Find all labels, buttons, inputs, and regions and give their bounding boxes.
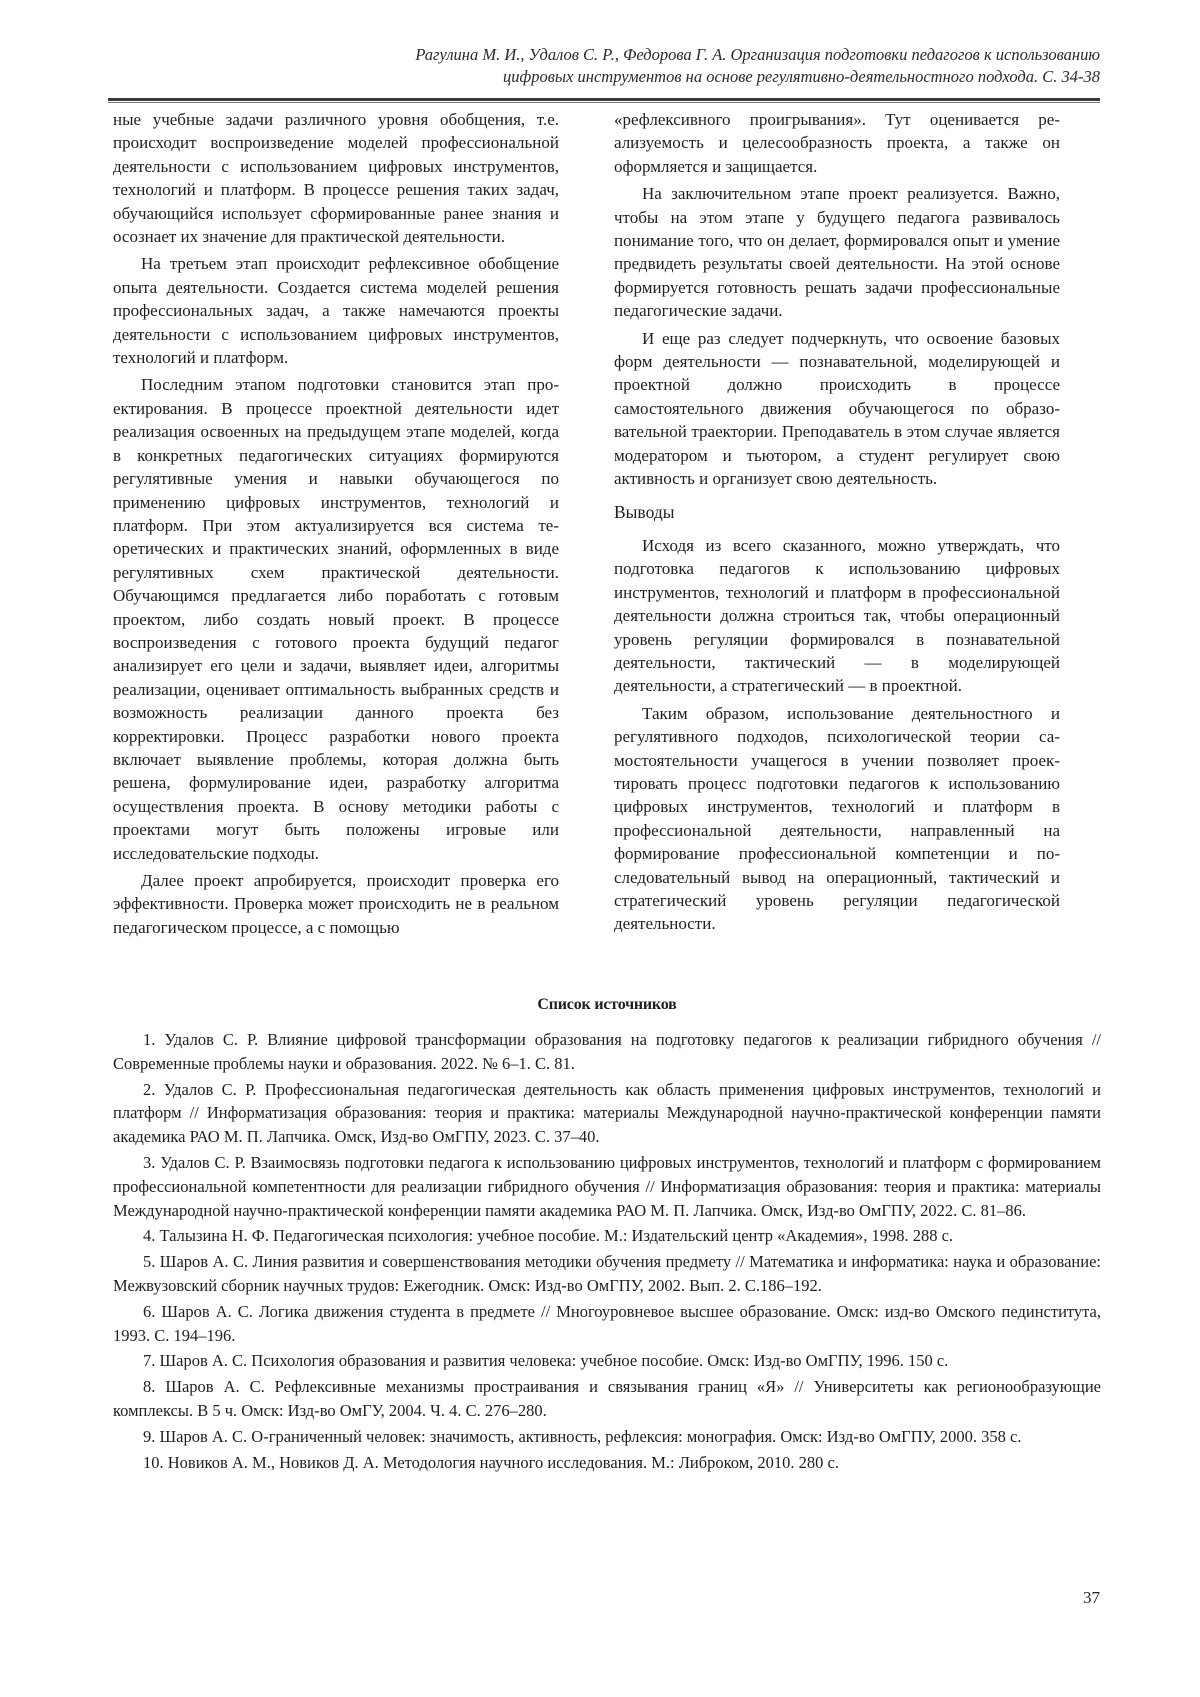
reference-list [113,1028,1101,1474]
reference-item: 4. Талызина Н. Ф. Педагогическая психология: учебное пособие. М.: Издательский центр «Академия», 1998. 288 с. [143,1226,954,1246]
paragraph: На третьем этап происходит рефлексивное обобщение опыта деятельности. Создается система моделей решения профессиональных задач, а также намечаются проекты деятельности с использованием цифровых инструментов, технологий и платформ. [113,254,559,368]
reference-item: 10. Новиков А. М., Новиков Д. А. Методология научного исследования. М.: Либроком, 2010. 280 с. [143,1452,839,1472]
left-column [113,108,559,943]
running-header [300,44,1100,88]
running-header-line-1: Рагулина М. И., Удалов С. Р., Федорова Г. А. Организация подготовки педагогов к использованию [415,45,1100,64]
paragraph: Последним этапом подготовки становится этап проектирования. В процессе проектной деятельности идет реализация освоенных на предыдущем этапе моделей, когда в конкретных педагогических ситуациях формируются регулятивные умения и навыки обучающегося по применению цифровых инструментов, технологий и платформ. При этом актуализируется вся система теоретических и практических знаний, оформленных в виде регулятивных схем практической деятельности. Обучающимся предлагается либо поработать с готовым проектом, либо создать новый проект. В процессе воспроизведения с готового проекта будущий педагог анализирует его цели и задачи, выявляет идеи, алгоритмы реализации, оценивает оптимальность выбранных средств и возможность реализации данного проекта без корректировки. Процесс разработки нового проекта включает выявление проблемы, которая должна быть решена, формулирование идеи, разработку алгоритма осуществления проекта. В основу методики работы с проектами могут быть положены игровые или исследовательские подходы. [113,375,559,863]
header-rule [108,98,1100,101]
reference-item: 2. Удалов С. Р. Профессиональная педагогическая деятельность как область применения цифровых инструментов, технологий и платформ // Информатизация образования: теория и практика: материалы Международной научно-практической конференции памяти академика РАО М. П. Лапчика. Омск, Изд-во ОмГПУ, 2023. С. 37–40. [113,1079,1101,1147]
paragraph: И еще раз следует подчеркнуть, что освоение базовых форм деятельности — познавательной, моделирующей и проектной должно происходить в процессе самостоятельного движения обучающегося по образовательной траектории. Преподаватель в этом случае является модератором и тьютором, а студент регулирует свою активность и организует свою деятельность. [614,328,1060,489]
reference-item: 5. Шаров А. С. Линия развития и совершенствования методики обучения предмету // Математика и информатика: наука и образование: Межвузовский сборник научных трудов: Ежегодник. Омск: Изд-во ОмГПУ, 2002. Вып. 2. С.186–192. [113,1252,1101,1295]
paragraph: Исходя из всего сказанного, можно утверждать, что подготовка педагогов к использованию цифровых инструментов, технологий и платформ в профессиональной деятельности должна строиться так, чтобы операционный уровень регуляции формировался в познавательной деятельности, тактический — в моделирующей деятельности, а стратегический — в проектной. [614,535,1060,696]
right-column [614,108,1060,940]
page-number: 37 [1083,1588,1100,1607]
reference-item: 6. Шаров А. С. Логика движения студента в предмете // Многоуровневое высшее образование. Омск: изд-во Омского пединститута, 1993. С. 194–196. [113,1301,1101,1345]
references-section [113,996,1101,1476]
paragraph: Таким образом, использование деятельностного и регулятивного подходов, психологической теории самостоятельности учащегося в учении позволяет проектировать процесс подготовки педагогов к использованию цифровых инструментов, технологий и платформ в профессиональной деятельности, направленный на формирование профессиональной компетенции и последовательный вывод на операционный, тактический и стратегический уровень регуляции педагогической деятельности. [614,703,1060,934]
paragraph: «рефлексивного проигрывания». Тут оценивается реализуемость и целесообразность проекта, а также он оформляется и защищается. [614,110,1060,176]
paragraph: ные учебные задачи различного уровня обобщения, т.е. происходит воспроизведение моделей профессиональной деятельности с использованием цифровых инструментов, технологий и платформ. В процессе решения таких задач, обучающийся использует сформированные ранее знания и осознает их значение для практической деятельности. [113,110,559,247]
references-title: Список источников [537,996,677,1013]
reference-item: 8. Шаров А. С. Рефлексивные механизмы простраивания и связывания границ «Я» // Университеты как регионообразующие комплексы. В 5 ч. Омск: Изд-во ОмГУ, 2004. Ч. 4. С. 276–280. [113,1377,1101,1420]
paragraph: Далее проект апробируется, происходит проверка его эффективности. Проверка может происходить не в реальном педагогическом процессе, а с помощью [113,871,559,937]
header-rule-thin [108,102,1100,103]
reference-item: 3. Удалов С. Р. Взаимосвязь подготовки педагога к использованию цифровых инструментов, технологий и платформ с формированием профессиональной компетентности для реализации гибридного обучения // Информатизация образования: теория и практика: материалы Международной научно-практической конференции памяти академика РАО М. П. Лапчика. Омск, Изд-во ОмГПУ, 2022. С. 81–86. [113,1152,1101,1220]
reference-item: 1. Удалов С. Р. Влияние цифровой трансформации образования на подготовку педагогов к реализации гибридного обучения // Современные проблемы науки и образования. 2022. № 6–1. С. 81. [113,1030,1101,1073]
paragraph: На заключительном этапе проект реализуется. Важно, чтобы на этом этапе у будущего педагога развивалось понимание того, что он делает, формировался опыт и умение предвидеть результаты своей деятельности. На этой основе формируется готовность решать задачи профессиональные педагогические задачи. [614,184,1060,321]
running-header-line-2: цифровых инструментов на основе регулятивно-деятельностного подхода. С. 34-38 [503,67,1100,86]
section-heading-conclusions: Выводы [614,501,675,522]
reference-item: 9. Шаров А. С. О-граниченный человек: значимость, активность, рефлексия: монография. Омск: Изд-во ОмГПУ, 2000. 358 с. [143,1426,1022,1446]
reference-item: 7. Шаров А. С. Психология образования и развития человека: учебное пособие. Омск: Изд-во ОмГПУ, 1996. 150 с. [143,1351,949,1371]
